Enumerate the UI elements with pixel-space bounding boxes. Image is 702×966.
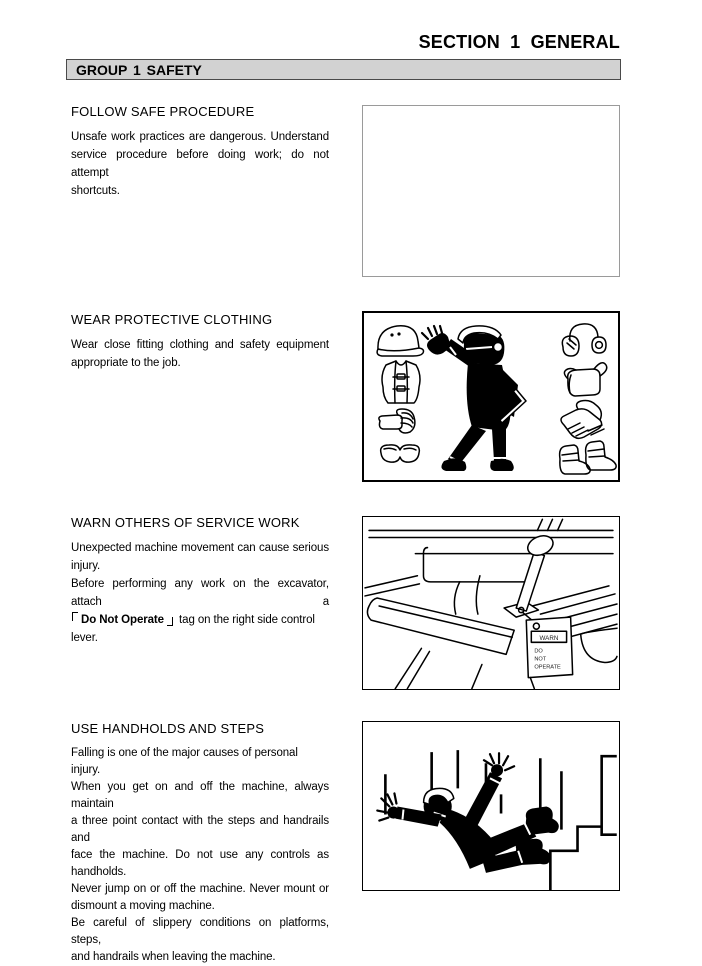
- control-lever: [504, 532, 556, 617]
- cab-interior-lines: [369, 519, 613, 614]
- armrest: [365, 576, 514, 689]
- body-line: a three point contact with the steps and handrails and: [71, 815, 329, 844]
- body-line: Falling is one of the major causes of personal injury.: [71, 747, 298, 776]
- do-not-operate-tag: [522, 612, 572, 689]
- section-warn-others: [71, 515, 329, 647]
- topic-heading: WEAR PROTECTIVE CLOTHING: [71, 312, 273, 327]
- body-line: Wear close fitting clothing and safety equipment: [71, 339, 329, 351]
- gloves-icon: [561, 401, 604, 439]
- steps: [550, 827, 601, 890]
- body-line: face the machine. Do not use any controls as: [71, 849, 329, 861]
- protective-clothing-illustration: [364, 313, 618, 480]
- do-not-operate-text: Do Not Operate: [81, 614, 164, 626]
- safety-boots-icon: [560, 441, 617, 474]
- safety-goggles-icon: [381, 445, 420, 462]
- tag-line: DO: [534, 648, 543, 655]
- body-line: injury.: [71, 560, 101, 572]
- body-line-tag: [71, 611, 329, 647]
- topic-heading: USE HANDHOLDS AND STEPS: [71, 721, 265, 736]
- control-lever-illustration: [363, 517, 619, 689]
- falling-person-illustration: [363, 722, 619, 890]
- body-line: Unexpected machine movement can cause serious: [71, 542, 329, 554]
- falling-worker-figure: [377, 753, 558, 873]
- section-title: SECTION 1 GENERAL: [418, 32, 620, 52]
- group-title-bar: [66, 59, 621, 80]
- corner-bracket-close-icon: [167, 617, 173, 626]
- tag-line: OPERATE: [534, 664, 561, 671]
- body-line: appropriate to the job.: [71, 357, 181, 369]
- tag-band-label: WARN: [539, 634, 559, 642]
- body-line: Never jump on or off the machine. Never mount or: [71, 883, 329, 895]
- body-line: handholds.: [71, 866, 127, 878]
- body-line: dismount a moving machine.: [71, 900, 215, 912]
- hard-hat-icon: [377, 326, 423, 356]
- worker-figure: [422, 326, 526, 471]
- figure-protective-clothing: [362, 311, 620, 482]
- body-line: Unsafe work practices are dangerous. Understand: [71, 131, 329, 143]
- cup-holder: [581, 628, 617, 662]
- figure-placeholder-box: [362, 105, 620, 277]
- tag-line: NOT: [534, 656, 547, 663]
- body-line: and handrails when leaving the machine.: [71, 951, 276, 963]
- figure-falling-person: [362, 721, 620, 891]
- section-use-handholds: [71, 721, 329, 966]
- body-line: Before performing any work on the excavator, attach a: [71, 578, 329, 608]
- body-line: Be careful of slippery conditions on platforms, steps,: [71, 917, 329, 946]
- body-line: shortcuts.: [71, 185, 120, 197]
- group-title: GROUP 1 SAFETY: [76, 61, 202, 78]
- ear-plugs-icon: [379, 409, 415, 433]
- topic-heading: FOLLOW SAFE PROCEDURE: [71, 104, 255, 119]
- topic-heading: WARN OTHERS OF SERVICE WORK: [71, 515, 300, 530]
- section-follow-safe-procedure: [71, 104, 329, 200]
- body-line: When you get on and off the machine, always maintain: [71, 781, 329, 810]
- ear-muffs-icon: [562, 324, 606, 356]
- figure-control-lever-tag: [362, 516, 620, 690]
- corner-bracket-open-icon: [72, 612, 78, 621]
- dust-mask-icon: [564, 363, 606, 396]
- body-line-rest: tag on the right side control lever.: [71, 614, 315, 644]
- safety-vest-icon: [382, 361, 420, 403]
- handrail: [602, 756, 617, 834]
- section-wear-protective-clothing: [71, 312, 329, 372]
- body-line: service procedure before doing work; do not attempt: [71, 149, 329, 179]
